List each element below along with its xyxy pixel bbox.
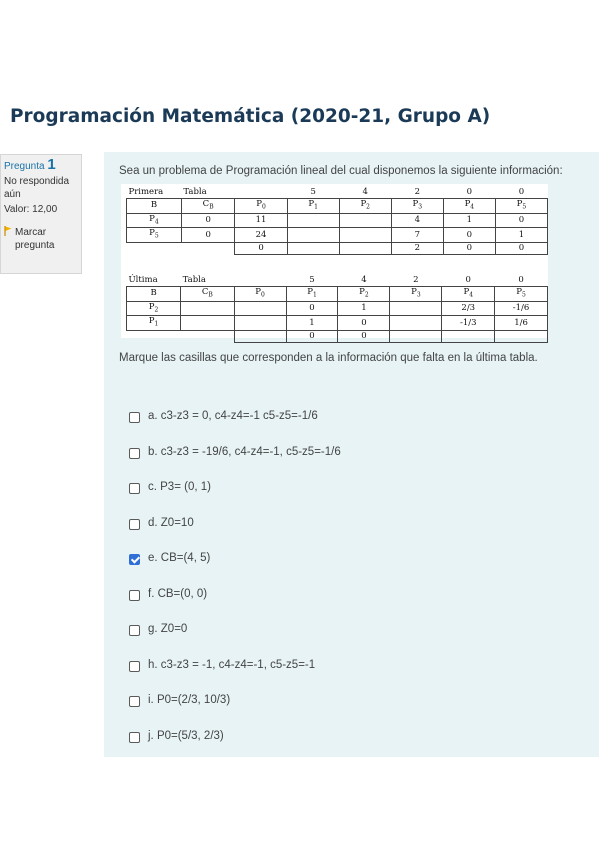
cell-text: P [516, 287, 523, 297]
table-cell [495, 287, 548, 302]
flag-question-link[interactable] [4, 226, 78, 252]
question-status [4, 175, 78, 201]
cell-text: P [464, 199, 471, 209]
cell-subscript: 1 [154, 321, 159, 329]
cost-row [127, 187, 548, 199]
cell-subscript: B [208, 291, 213, 299]
cell-subscript: 3 [416, 291, 421, 299]
answer-option[interactable] [129, 694, 341, 730]
table-cell: B [127, 287, 181, 302]
cell-subscript: 4 [469, 291, 474, 299]
table-cell: 0 [443, 228, 495, 243]
table-cell: 0 [338, 331, 390, 343]
question-info-box [0, 154, 82, 274]
cost-cell: 4 [362, 187, 368, 197]
table-cell [235, 199, 287, 214]
answer-label[interactable]: d. Z0=10 [148, 516, 194, 529]
cost-cell: 2 [414, 187, 420, 197]
table-cell: 0 [181, 228, 235, 243]
answer-label[interactable]: c. P3= (0, 1) [148, 481, 211, 493]
cell-subscript: 0 [261, 291, 265, 299]
table-cell [339, 228, 391, 243]
question-label: Pregunta [4, 161, 45, 172]
table-cell: 0 [286, 331, 338, 343]
cell-subscript: 5 [522, 291, 526, 299]
cost-cell: 0 [466, 187, 473, 197]
cell-text: P [307, 287, 313, 297]
cell-subscript: 4 [154, 218, 159, 226]
cell-subscript: 3 [418, 203, 423, 211]
table-cell [338, 287, 390, 302]
cell-subscript: 0 [261, 203, 266, 211]
table-cell [390, 301, 442, 316]
table-cell [234, 287, 286, 302]
answer-option[interactable] [129, 517, 341, 553]
status-line-2: aún [4, 189, 21, 200]
cell-text: P [412, 199, 419, 209]
table-label: Primera [128, 187, 164, 197]
table-cell [391, 199, 443, 214]
cell-text: P [148, 316, 155, 327]
cell-text: P [255, 287, 262, 297]
last-simplex-table [126, 275, 548, 343]
answer-checkbox[interactable] [129, 483, 140, 494]
answer-option[interactable] [129, 481, 341, 517]
header-row [127, 287, 548, 302]
cost-cell: 0 [465, 275, 471, 285]
answer-option[interactable] [129, 623, 341, 659]
answer-option[interactable] [129, 410, 341, 446]
table-cell [127, 301, 181, 316]
table-cell: 1 [495, 228, 547, 243]
answer-label[interactable]: a. c3-z3 = 0, c4-z4=-1 c5-z5=-1/6 [148, 410, 318, 422]
table-cell: 11 [235, 213, 287, 228]
header-row [127, 199, 548, 214]
table-cell [127, 331, 181, 343]
table-cell: 0 [495, 213, 547, 228]
answer-label[interactable]: j. P0=(5/3, 2/3) [148, 729, 224, 742]
table-cell [339, 243, 391, 255]
cell-subscript: 5 [154, 233, 159, 241]
z-row [127, 331, 548, 343]
table-cell [390, 287, 442, 302]
answer-label[interactable]: h. c3-z3 = -1, c4-z4=-1, c5-z5=-1 [148, 658, 316, 671]
table-cell: B [127, 199, 182, 214]
answer-option[interactable] [129, 659, 341, 695]
table-cell [181, 331, 234, 343]
table-cell: 24 [235, 228, 287, 243]
table-cell [286, 287, 338, 302]
cell-text: P [411, 287, 417, 297]
answer-checkbox[interactable] [129, 519, 140, 530]
answer-checkbox[interactable] [129, 661, 140, 672]
table-cell [234, 316, 286, 331]
cell-text: P [516, 199, 523, 209]
cell-text: C [201, 287, 209, 297]
status-line-1: No respondida [4, 176, 70, 187]
cell-text: P [359, 287, 365, 297]
answer-option[interactable] [129, 588, 341, 624]
answer-checkbox[interactable] [129, 448, 140, 459]
answer-label[interactable]: i. P0=(2/3, 10/3) [148, 694, 231, 706]
table-cell [127, 228, 182, 243]
answer-option[interactable] [129, 730, 341, 766]
table-cell [443, 199, 495, 214]
table-row [127, 316, 548, 331]
cell-subscript: 1 [312, 291, 317, 299]
table-cell [181, 287, 234, 302]
table-cell: -1/6 [495, 301, 548, 316]
answer-checkbox[interactable] [129, 732, 140, 743]
cell-subscript: 1 [314, 203, 318, 211]
question-content [104, 152, 599, 757]
question-number-value: 1 [47, 156, 56, 173]
table-cell: 0 [286, 301, 338, 316]
cell-text: P [256, 199, 262, 209]
question-value: Valor: 12,00 [4, 204, 58, 215]
table-cell [181, 243, 235, 255]
cell-text: P [463, 287, 470, 297]
cost-cell: 2 [413, 275, 419, 285]
table-cell: 4 [391, 213, 443, 228]
table-label: Tabla [183, 187, 207, 197]
answer-label[interactable]: e. CB=(4, 5) [148, 552, 211, 564]
answer-label[interactable]: f. CB=(0, 0) [148, 587, 208, 600]
table-cell [495, 331, 548, 343]
cell-subscript: 5 [522, 203, 527, 211]
table-cell [234, 301, 286, 316]
table-cell [442, 331, 495, 343]
table-cell: 1 [286, 316, 338, 331]
cell-subscript: 2 [364, 291, 369, 299]
table-cell [181, 199, 235, 214]
table-cell: -1/3 [442, 316, 495, 331]
question-number [4, 158, 78, 173]
simplex-tables-image [121, 184, 548, 342]
table-row [127, 213, 548, 228]
table-cell [339, 213, 391, 228]
first-simplex-table [126, 187, 548, 255]
cell-text: C [202, 199, 210, 209]
table-cell [390, 331, 442, 343]
table-cell [181, 316, 234, 331]
answer-options [129, 410, 341, 765]
table-cell [442, 287, 495, 302]
table-cell [339, 199, 391, 214]
table-label: Última [128, 275, 158, 285]
table-cell [287, 228, 339, 243]
table-cell: 1/6 [495, 316, 548, 331]
cell-text: P [149, 228, 155, 239]
cell-text: P [149, 213, 155, 224]
table-cell: 0 [443, 243, 495, 255]
cell-text: P [360, 199, 367, 209]
table-cell [127, 316, 181, 331]
cost-cell: 0 [518, 187, 525, 197]
table-cell: 1 [338, 301, 390, 316]
cost-cell: 0 [518, 275, 524, 285]
table-cell: 7 [391, 228, 443, 243]
answer-checkbox[interactable] [129, 696, 140, 707]
table-cell: 0 [181, 213, 235, 228]
answer-checkbox[interactable] [129, 590, 140, 601]
table-cell [390, 316, 442, 331]
table-cell: 0 [338, 316, 390, 331]
answer-checkbox[interactable] [129, 625, 140, 636]
answer-label[interactable]: g. Z0=0 [148, 623, 188, 635]
answer-label[interactable]: b. c3-z3 = -19/6, c4-z4=-1, c5-z5=-1/6 [148, 445, 341, 458]
empty-cell [235, 187, 287, 199]
table-cell [495, 199, 547, 214]
cost-row [127, 275, 548, 287]
table-cell [287, 213, 339, 228]
flag-icon [4, 226, 12, 252]
table-cell: 2/3 [442, 301, 495, 316]
cell-subscript: B [209, 203, 214, 211]
answer-checkbox[interactable] [129, 554, 140, 565]
cost-cell: 4 [361, 275, 367, 285]
empty-cell [234, 275, 286, 287]
table-cell [287, 243, 339, 255]
cell-text: P [308, 199, 315, 209]
table-row [127, 301, 548, 316]
table-cell: 2 [391, 243, 443, 255]
table-cell: 1 [443, 213, 495, 228]
z-row [127, 243, 548, 255]
cell-subscript: 2 [366, 203, 370, 211]
table-cell: 0 [495, 243, 547, 255]
question-instruction: Marque las casillas que corresponden a la información que falta en la última tabla. [119, 352, 538, 364]
cost-cell: 5 [310, 187, 316, 197]
table-cell [234, 331, 286, 343]
flag-label-2: pregunta [15, 240, 55, 251]
answer-checkbox[interactable] [129, 412, 140, 423]
flag-label-1: Marcar [15, 227, 47, 238]
table-label: Tabla [182, 275, 206, 285]
cell-text: P [148, 301, 155, 312]
cell-subscript: 4 [470, 203, 475, 211]
cost-cell: 5 [309, 275, 315, 285]
table-cell [127, 213, 182, 228]
answer-option[interactable] [129, 552, 341, 588]
table-cell [181, 301, 234, 316]
table-cell [127, 243, 182, 255]
page-title: Programación Matemática (2020-21, Grupo A) [10, 106, 491, 127]
table-cell: 0 [235, 243, 287, 255]
table-row [127, 228, 548, 243]
table-cell [287, 199, 339, 214]
answer-option[interactable] [129, 446, 341, 482]
question-prompt: Sea un problema de Programación lineal del cual disponemos la siguiente información: [119, 165, 563, 177]
cell-subscript: 2 [154, 306, 159, 314]
